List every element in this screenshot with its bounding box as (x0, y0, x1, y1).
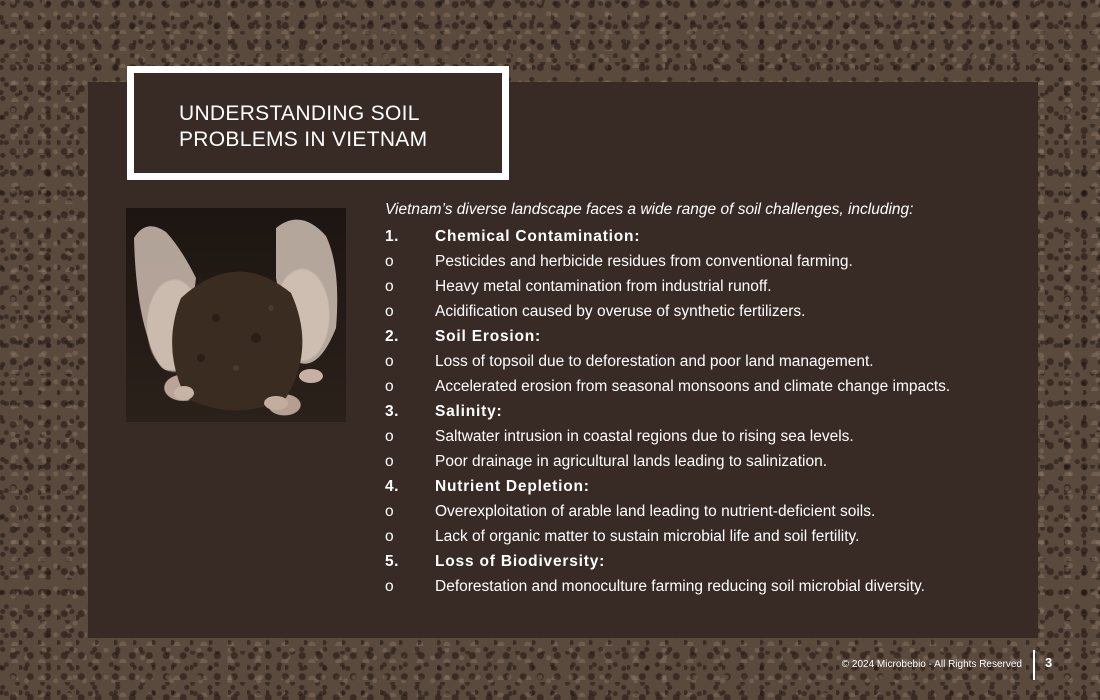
section-heading: Loss of Biodiversity: (435, 553, 606, 570)
bullet-marker: o (385, 428, 394, 445)
copyright-footer: © 2024 Microbebio - All Rights Reserved (841, 659, 1022, 670)
list-item-text: Saltwater intrusion in coastal regions due to rising sea levels. (435, 428, 854, 445)
section-number: 5. (385, 553, 399, 570)
page-number: 3 (1045, 655, 1053, 670)
list-item-text: Loss of topsoil due to deforestation and poor land management. (435, 353, 874, 370)
section-heading: Soil Erosion: (435, 328, 541, 345)
list-item-text: Lack of organic matter to sustain microbial life and soil fertility. (435, 528, 860, 545)
footer-divider (1033, 650, 1035, 680)
list-item-text: Poor drainage in agricultural lands leading to salinization. (435, 453, 828, 470)
list-item (385, 374, 1035, 399)
hands-holding-soil-photo (126, 208, 346, 422)
list-item (385, 524, 1035, 549)
list-item-text: Pesticides and herbicide residues from conventional farming. (435, 253, 853, 270)
intro-text: Vietnam’s diverse landscape faces a wide range of soil challenges, including: (385, 201, 914, 218)
list-item-text: Accelerated erosion from seasonal monsoons and climate change impacts. (435, 378, 951, 395)
bullet-marker: o (385, 353, 394, 370)
soil-problems-list (385, 199, 1035, 599)
list-item-text: Acidification caused by overuse of synthetic fertilizers. (435, 303, 806, 320)
section-heading-row (385, 474, 1035, 499)
list-item (385, 274, 1035, 299)
title-box (127, 66, 509, 180)
page-title: UNDERSTANDING SOIL PROBLEMS IN VIETNAM (179, 102, 428, 151)
section-heading-row (385, 224, 1035, 249)
section-heading-row (385, 399, 1035, 424)
list-item (385, 449, 1035, 474)
bullet-marker: o (385, 528, 394, 545)
section-heading: Chemical Contamination: (435, 228, 641, 245)
section-number: 3. (385, 403, 399, 420)
soil-hands-illustration (126, 208, 346, 422)
section-number: 4. (385, 478, 399, 495)
bullet-marker: o (385, 503, 394, 520)
list-item (385, 424, 1035, 449)
section-heading: Nutrient Depletion: (435, 478, 590, 495)
bullet-marker: o (385, 278, 394, 295)
list-item-text: Overexploitation of arable land leading to nutrient-deficient soils. (435, 503, 876, 520)
bullet-marker: o (385, 303, 394, 320)
bullet-marker: o (385, 378, 394, 395)
section-heading: Salinity: (435, 403, 503, 420)
list-item (385, 574, 1035, 599)
section-number: 1. (385, 228, 399, 245)
list-item (385, 249, 1035, 274)
bullet-marker: o (385, 253, 394, 270)
section-number: 2. (385, 328, 399, 345)
bullet-marker: o (385, 453, 394, 470)
list-item (385, 499, 1035, 524)
section-heading-row (385, 549, 1035, 574)
list-item-text: Heavy metal contamination from industrial runoff. (435, 278, 772, 295)
bullet-marker: o (385, 578, 394, 595)
list-item (385, 299, 1035, 324)
list-item (385, 349, 1035, 374)
section-heading-row (385, 324, 1035, 349)
list-item-text: Deforestation and monoculture farming reducing soil microbial diversity. (435, 578, 925, 595)
